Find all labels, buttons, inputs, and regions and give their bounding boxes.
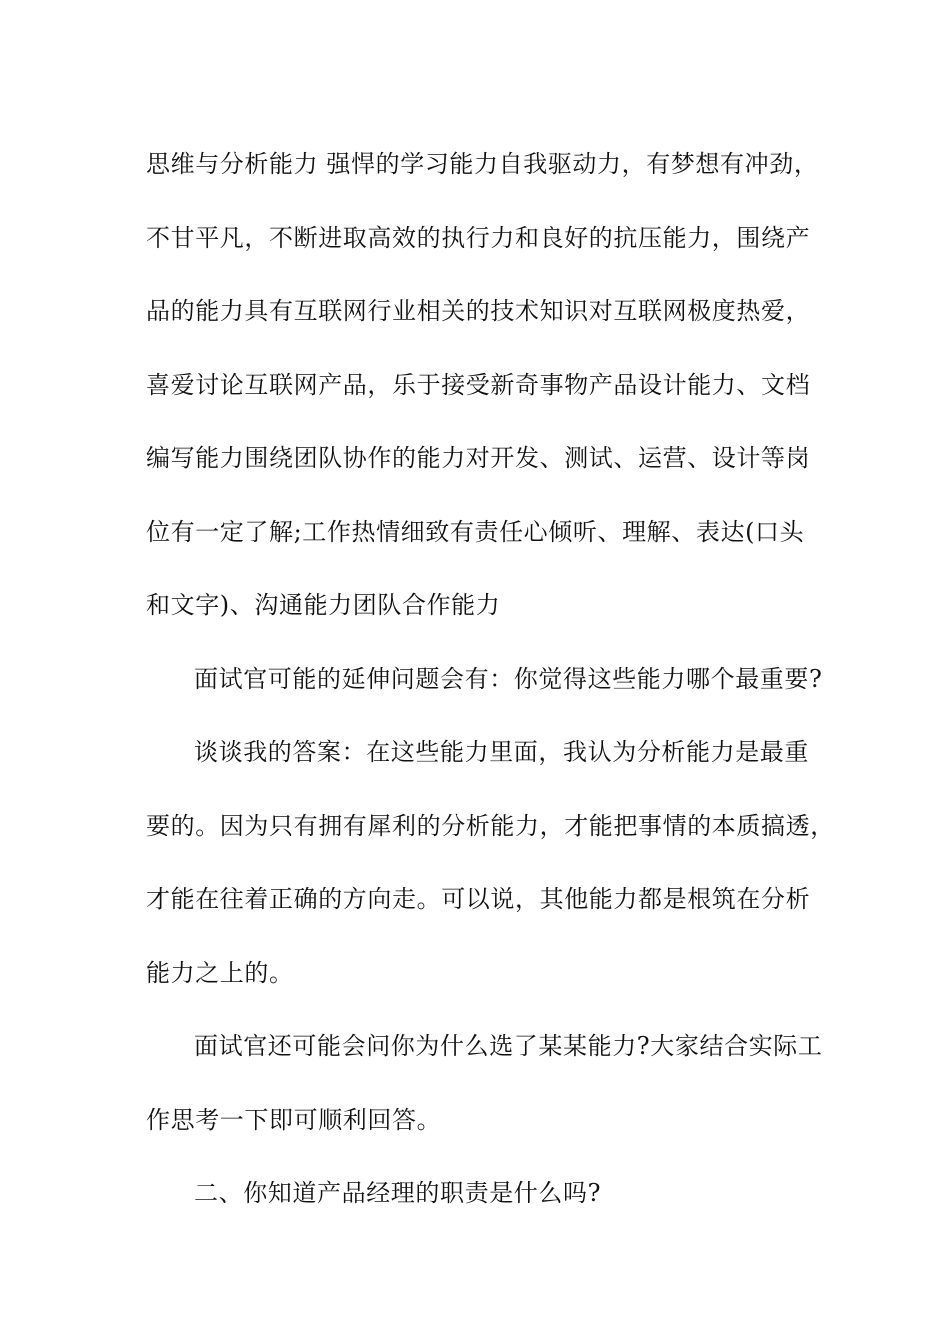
document-body — [146, 128, 835, 1231]
body-line: 能力之上的。 — [146, 958, 294, 987]
body-line: 作思考一下即可顺利回答。 — [146, 1105, 442, 1134]
paragraph-first-line: 谈谈我的答案：在这些能力里面，我认为分析能力是最重 — [194, 738, 809, 766]
paragraph-first-line: 面试官还可能会问你为什么选了某某能力?大家结合实际工 — [194, 1032, 823, 1060]
body-line: 思维与分析能力 强悍的学习能力自我驱动力，有梦想有冲劲， — [146, 150, 819, 178]
paragraph-first-line: 面试官可能的延伸问题会有：你觉得这些能力哪个最重要? — [194, 664, 823, 693]
section-heading: 二、你知道产品经理的职责是什么吗? — [194, 1179, 602, 1207]
body-line: 品的能力具有互联网行业相关的技术知识对互联网极度热爱， — [146, 297, 811, 325]
body-line: 编写能力围绕团队协作的能力对开发、测试、运营、设计等岗 — [146, 444, 811, 472]
body-line: 不甘平凡，不断进取高效的执行力和良好的抗压能力，围绕产 — [146, 223, 811, 252]
body-line: 要的。因为只有拥有犀利的分析能力，才能把事情的本质搞透， — [146, 811, 835, 840]
body-line: 位有一定了解;工作热情细致有责任心倾听、理解、表达(口头 — [146, 517, 805, 546]
body-line: 才能在往着正确的方向走。可以说，其他能力都是根筑在分析 — [146, 885, 811, 913]
body-line: 喜爱讨论互联网产品，乐于接受新奇事物产品设计能力、文档 — [146, 370, 811, 399]
body-line: 和文字)、沟通能力团队合作能力 — [146, 591, 501, 619]
